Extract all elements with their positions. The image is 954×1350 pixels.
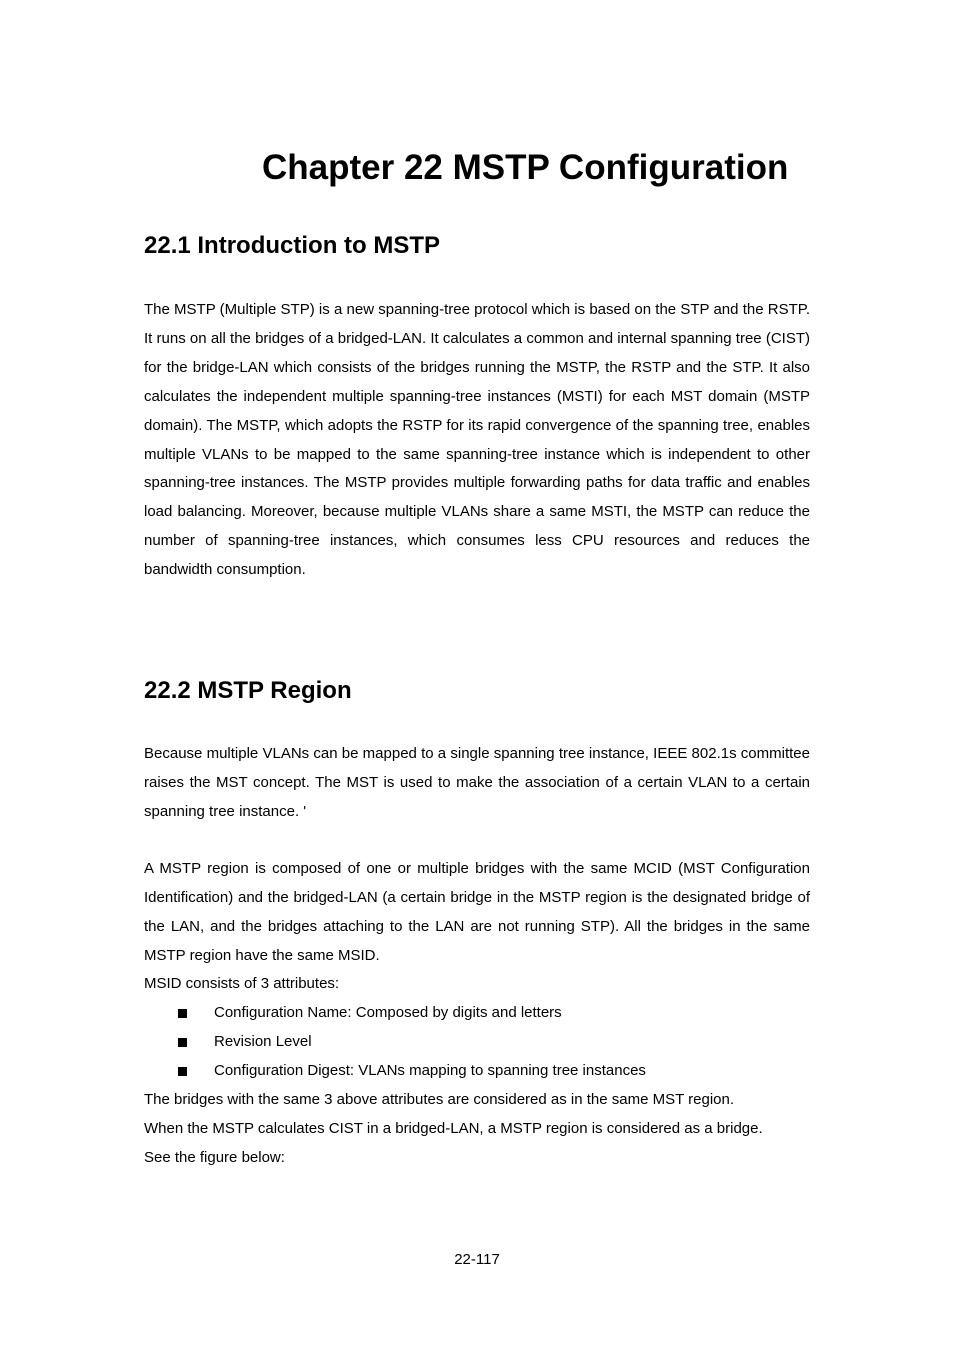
list-item: [176, 1028, 646, 1057]
mstp-region-paragraph: A MSTP region is composed of one or multiple bridges with the same MCID (MST Configuration Identification) and the bridged-LAN (a certain bridge in the MSTP region is the designated bridge of the LAN, and the bridges attaching to the LAN are not running STP). All the bridges in the same MSTP region have the same MSID.: [144, 860, 810, 964]
page-number: 22-117: [454, 1251, 500, 1268]
list-item-text: Revision Level: [214, 1032, 312, 1050]
see-figure-line: See the figure below:: [144, 1149, 285, 1166]
introduction-paragraph: The MSTP (Multiple STP) is a new spanning-tree protocol which is based on the STP and the RSTP. It runs on all the bridges of a bridged-LAN. It calculates a common and internal spanning tree (CIST) for the bridge-LAN which consists of the bridges running the MSTP, the RSTP and the STP. It also calculates the independent multiple spanning-tree instances (MSTI) for each MST domain (MSTP domain). The MSTP, which adopts the RSTP for its rapid convergence of the spanning tree, enables multiple VLANs to be mapped to the same spanning-tree instance which is independent to other spanning-tree instances. The MSTP provides multiple forwarding paths for data traffic and enables load balancing. Moreover, because multiple VLANs share a same MSTI, the MSTP can reduce the number of spanning-tree instances, which consumes less CPU resources and reduces the bandwidth consumption.: [144, 301, 810, 579]
same-region-line: The bridges with the same 3 above attributes are considered as in the same MST region.: [144, 1091, 735, 1108]
section-heading-introduction: 22.1 Introduction to MSTP: [144, 232, 441, 259]
list-item-text: Configuration Digest: VLANs mapping to spanning tree instances: [214, 1061, 646, 1079]
mst-concept-paragraph: Because multiple VLANs can be mapped to a single spanning tree instance, IEEE 802.1s committee raises the MST concept. The MST is used to make the association of a certain VLAN to a certain spanning tree instance. ': [144, 745, 810, 820]
square-bullet-icon: [178, 1067, 187, 1076]
msid-attribute-list: [176, 999, 646, 1086]
list-item: [176, 999, 646, 1028]
cist-line: When the MSTP calculates CIST in a bridged-LAN, a MSTP region is considered as a bridge.: [144, 1120, 763, 1137]
section-heading-mstp-region: 22.2 MSTP Region: [144, 677, 352, 704]
square-bullet-icon: [178, 1009, 187, 1018]
list-item-text: Configuration Name: Composed by digits and letters: [214, 1004, 562, 1021]
list-item: [176, 1057, 646, 1086]
chapter-title: Chapter 22 MSTP Configuration: [262, 148, 789, 187]
square-bullet-icon: [178, 1038, 187, 1047]
msid-intro-line: MSID consists of 3 attributes:: [144, 975, 340, 992]
